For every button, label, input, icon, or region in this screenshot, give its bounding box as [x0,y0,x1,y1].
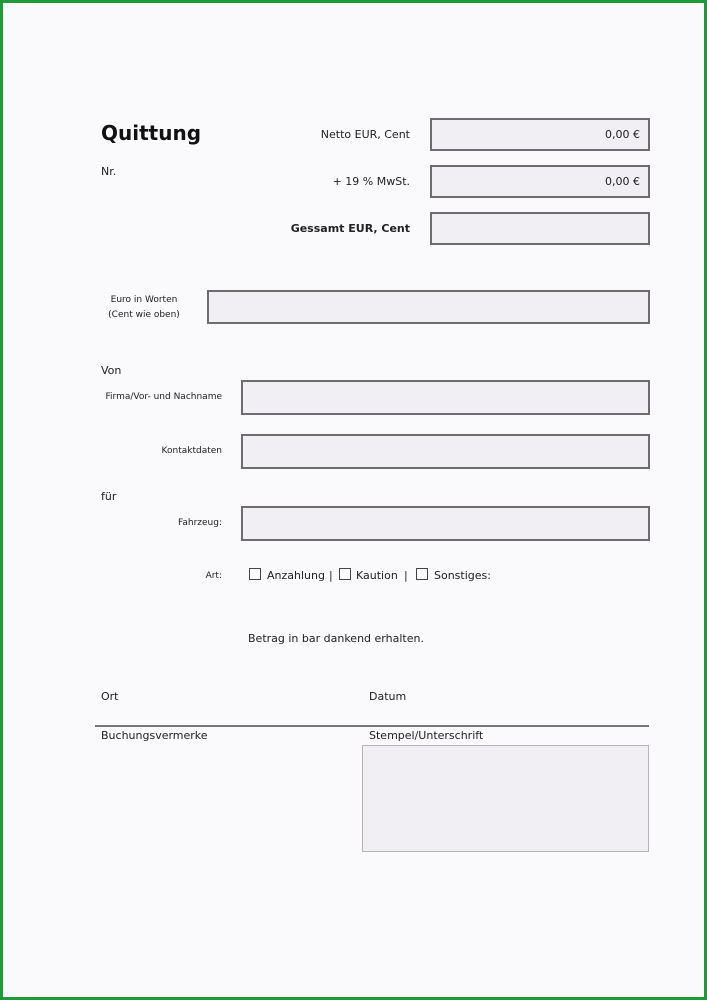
datum-label: Datum [369,690,407,703]
option-sonstiges-label: Sonstiges: [434,569,491,582]
words-label-line1: Euro in Worten [110,295,178,305]
fuer-section-label: für [101,490,117,503]
checkbox-kaution[interactable] [339,568,351,580]
nr-label: Nr. [101,165,117,178]
vehicle-field[interactable] [241,506,650,541]
signature-box[interactable] [362,745,649,852]
ort-label: Ort [101,690,119,703]
vehicle-label: Fahrzeug: [178,518,222,528]
name-field[interactable] [241,380,650,415]
words-label [100,293,188,323]
netto-field[interactable] [430,118,650,151]
netto-value: 0,00 € [605,128,640,141]
stempel-label: Stempel/Unterschrift [369,729,484,742]
divider-line [95,725,649,727]
page-title: Quittung [101,121,202,145]
gesamt-label: Gessamt EUR, Cent [290,222,410,235]
option-anzahlung-label: Anzahlung [267,569,325,582]
netto-label: Netto EUR, Cent [320,128,410,141]
contact-field[interactable] [241,434,650,469]
gesamt-field[interactable] [430,212,650,245]
checkbox-sonstiges[interactable] [416,568,428,580]
mwst-field[interactable] [430,165,650,198]
option-kaution-label: Kaution [356,569,398,582]
received-text: Betrag in bar dankend erhalten. [248,632,424,645]
art-label: Art: [205,571,222,581]
words-label-line2: (Cent wie oben) [108,310,180,320]
name-label: Firma/Vor- und Nachname [105,392,222,402]
buchung-label: Buchungsvermerke [101,729,208,742]
words-field[interactable] [207,290,650,324]
mwst-value: 0,00 € [605,175,640,188]
checkbox-anzahlung[interactable] [249,568,261,580]
separator: | [329,569,333,582]
contact-label: Kontaktdaten [161,446,222,456]
mwst-label: + 19 % MwSt. [332,175,410,188]
separator: | [404,569,408,582]
von-section-label: Von [101,364,122,377]
